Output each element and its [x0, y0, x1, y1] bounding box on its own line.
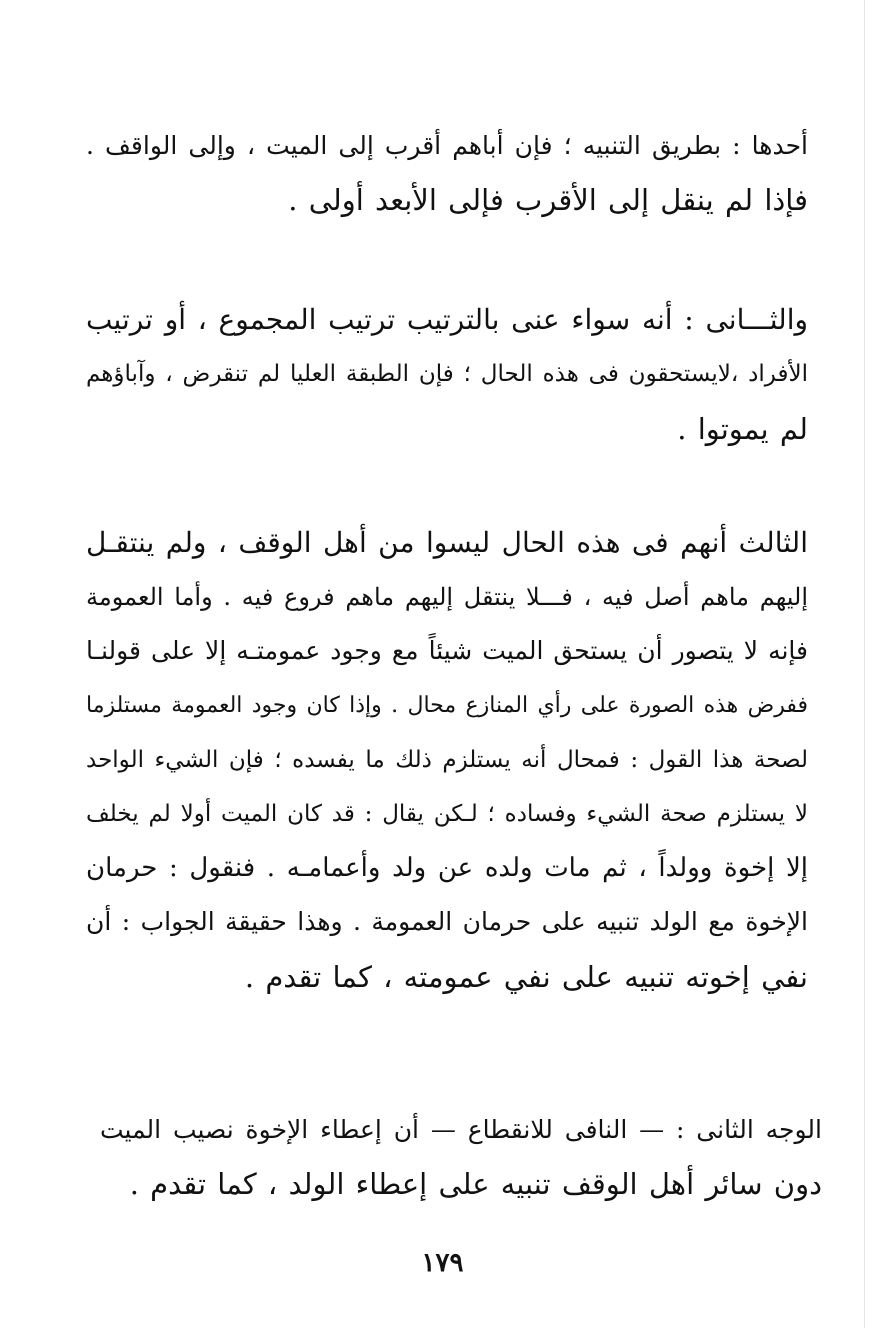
text-line: نفي إخوته تنبيه على نفي عمومته ، كما تقدم . [244, 959, 808, 994]
text-line: الأفراد ،لايستحقون فى هذه الحال ؛ فإن الطبقة العليا لم تنقرض ، وآباؤهم [86, 361, 808, 387]
text-line: لصحة هذا القول : فمحال أنه يستلزم ذلك ما يفسده ؛ فإن الشيء الواحد [86, 746, 808, 773]
text-line: دون سائر أهل الوقف تنبيه على إعطاء الولد ، كما تقدم . [129, 1167, 822, 1201]
text-line: فإنه لا يتصور أن يستحق الميت شيئاً مع وجود عمومتـه إلا على قولنـا [86, 636, 808, 666]
paragraph-third-point [86, 516, 808, 1004]
text-line: الثالث أنهم فى هذه الحال ليسوا من أهل الوقف ، ولم ينتقـل [86, 526, 808, 559]
paragraph-second-aspect [100, 1102, 822, 1212]
text-line: أحدها : بطريق التنبيه ؛ فإن أباهم أقرب إلى الميت ، وإلى الواقف . [86, 131, 808, 160]
page-number: ١٧٩ [421, 1248, 464, 1278]
text-line: إلا إخوة وولداً ، ثم مات ولده عن ولد وأعمامـه . فنقول : حرمان [86, 853, 808, 884]
text-line: الوجه الثانى : — النافى للانقطاع — أن إعطاء الإخوة نصيب الميت [100, 1115, 822, 1144]
text-line: إليهم ماهم أصل فيه ، فـــلا ينتقل إليهم ماهم فروع فيه . وأما العمومة [86, 583, 808, 612]
text-line: فإذا لم ينقل إلى الأقرب فإلى الأبعد أولى . [288, 183, 808, 217]
text-line: ففرض هذه الصورة على رأي المنازع محال . وإذا كان وجود العمومة مستلزما [86, 692, 808, 718]
text-line: والثـــانى : أنه سواء عنى بالترتيب ترتيب المجموع ، أو ترتيب [86, 303, 808, 336]
page-edge-divider [864, 0, 865, 1328]
text-line: لا يستلزم صحة الشيء وفساده ؛ لـكن يقال : قد كان الميت أولا لم يخلف [86, 800, 808, 827]
paragraph-first-point [86, 118, 808, 228]
text-line: الإخوة مع الولد تنبيه على حرمان العمومة . وهذا حقيقة الجواب : أن [86, 907, 808, 937]
text-line: لم يموتوا . [677, 412, 808, 446]
paragraph-second-point [86, 292, 808, 457]
